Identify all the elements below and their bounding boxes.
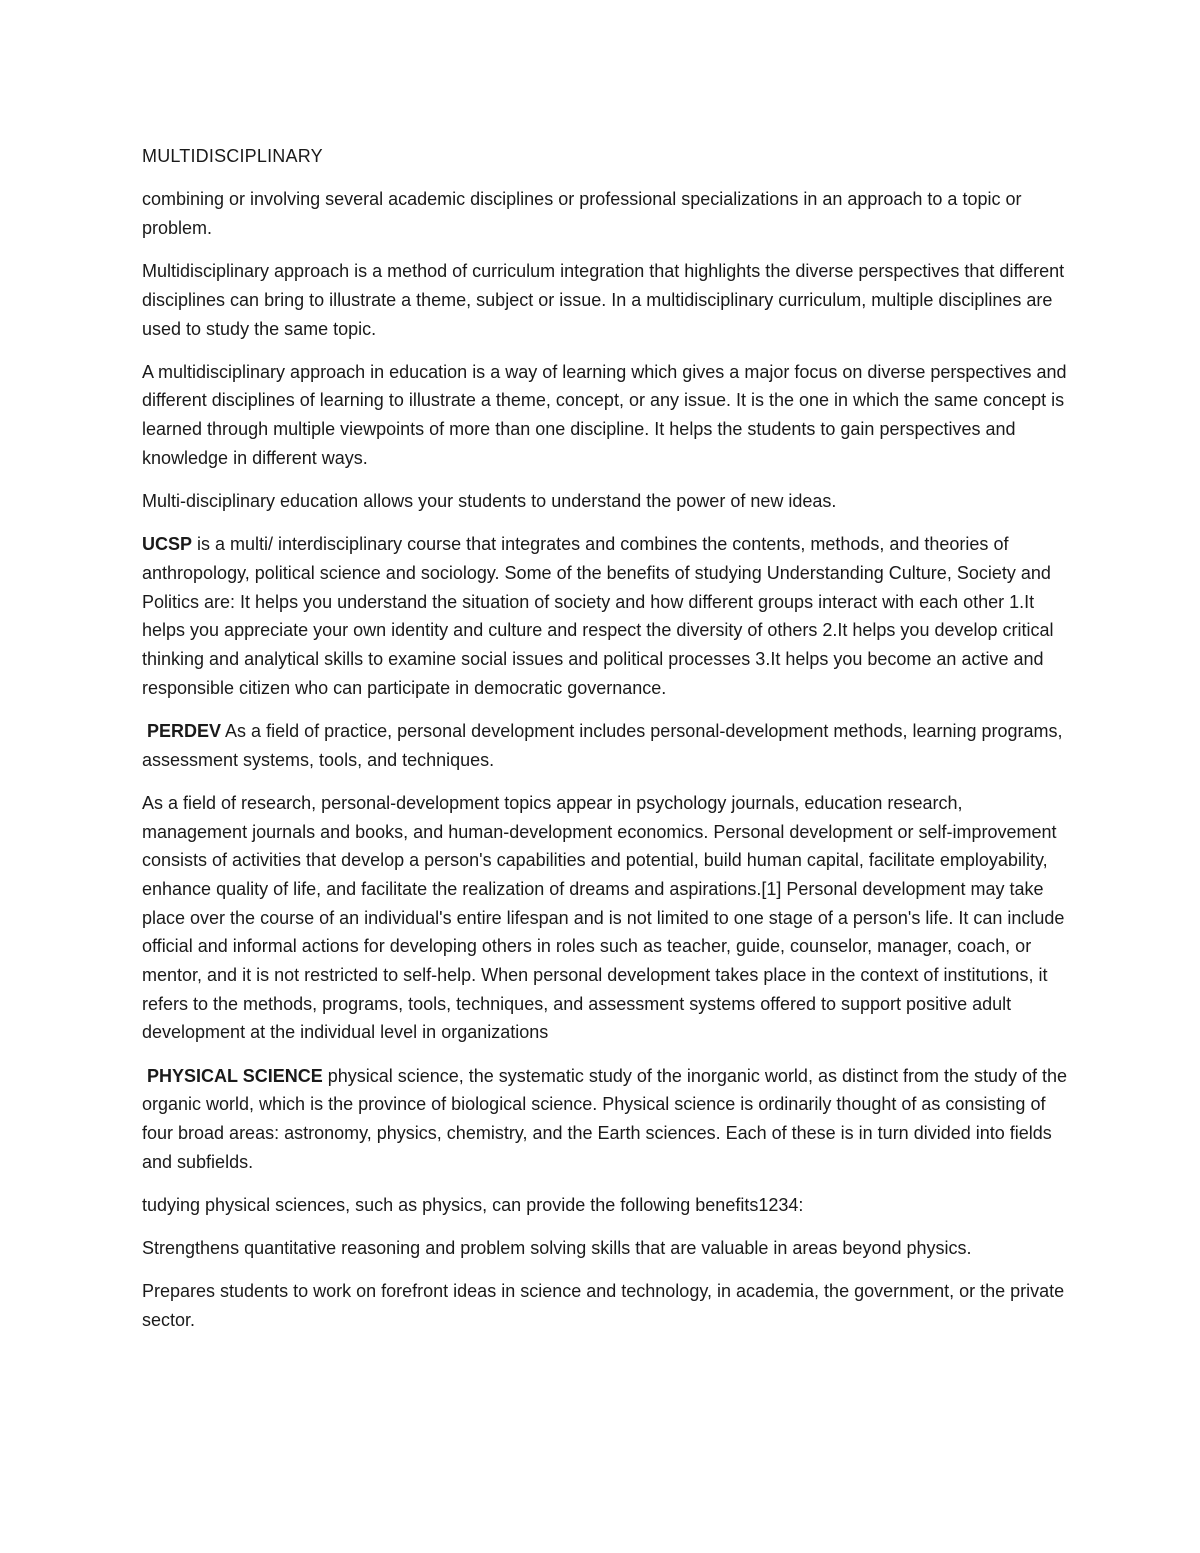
ucsp-term: UCSP [142, 534, 193, 555]
education-paragraph: A multidisciplinary approach in education is a way of learning which gives a major focus on diverse perspectives and different disciplines of learning to illustrate a theme, concept, or any issue. It is the one in which the same concept is learned through multiple viewpoints of more than one discipline. It helps the students to gain perspectives and knowledge in different ways. [142, 361, 1067, 468]
physical-science-term: PHYSICAL SCIENCE [147, 1065, 323, 1086]
document-body [142, 142, 1072, 1349]
ucsp-paragraph [142, 530, 1072, 702]
definition-paragraph: combining or involving several academic disciplines or professional specializations in an approach to a topic or problem. [142, 189, 1022, 238]
ucsp-text: is a multi/ interdisciplinary course that integrates and combines the contents, methods, and theories of anthropology, political science and sociology. Some of the benefits of studying Understanding Culture, Society and Politics are: It helps you understand the situation of society and how different groups interact with each other 1.It helps you appreciate your own identity and culture and respect the diversity of others 2.It helps you develop critical thinking and analytical skills to examine social issues and political processes 3.It helps you become an active and responsible citizen who can participate in democratic governance. [142, 534, 1054, 698]
approach-paragraph: Multidisciplinary approach is a method of curriculum integration that highlights the diverse perspectives that different disciplines can bring to illustrate a theme, subject or issue. In a multidisciplinary curriculum, multiple disciplines are used to study the same topic. [142, 261, 1065, 339]
perdev-text: As a field of practice, personal development includes personal-development methods, learning programs, assessment systems, tools, and techniques. [142, 720, 1063, 770]
benefit-paragraph-1: Strengthens quantitative reasoning and problem solving skills that are valuable in areas beyond physics. [142, 1238, 972, 1259]
research-paragraph: As a field of research, personal-development topics appear in psychology journals, education research, management journals and books, and human-development economics. Personal development or self-improvement consists of activities that develop a person's capabilities and potential, build human capital, facilitate employability, enhance quality of life, and facilitate the realization of dreams and aspirations.[1] Personal development may take place over the course of an individual's entire lifespan and is not limited to one stage of a person's life. It can include official and informal actions for developing others in roles such as teacher, guide, counselor, manager, coach, or mentor, and it is not restricted to self-help. When personal development takes place in the context of institutions, it refers to the methods, programs, tools, techniques, and assessment systems offered to support positive adult development at the individual level in organizations [142, 792, 1065, 1043]
benefit-paragraph-2: Prepares students to work on forefront ideas in science and technology, in academia, the government, or the private sector. [142, 1281, 1065, 1331]
perdev-paragraph [142, 717, 1072, 774]
ideas-paragraph: Multi-disciplinary education allows your students to understand the power of new ideas. [142, 491, 837, 512]
document-title: MULTIDISCIPLINARY [142, 146, 323, 166]
physical-science-text: physical science, the systematic study of the inorganic world, as distinct from the study of the organic world, which is the province of biological science. Physical science is ordinarily thought of as consisting of four broad areas: astronomy, physics, chemistry, and the Earth sciences. Each of these is in turn divided into fields and subfields. [142, 1065, 1068, 1172]
perdev-term: PERDEV [147, 720, 222, 741]
physical-science-paragraph [142, 1062, 1072, 1177]
benefits-intro-paragraph: tudying physical sciences, such as physics, can provide the following benefits1234: [142, 1195, 804, 1215]
